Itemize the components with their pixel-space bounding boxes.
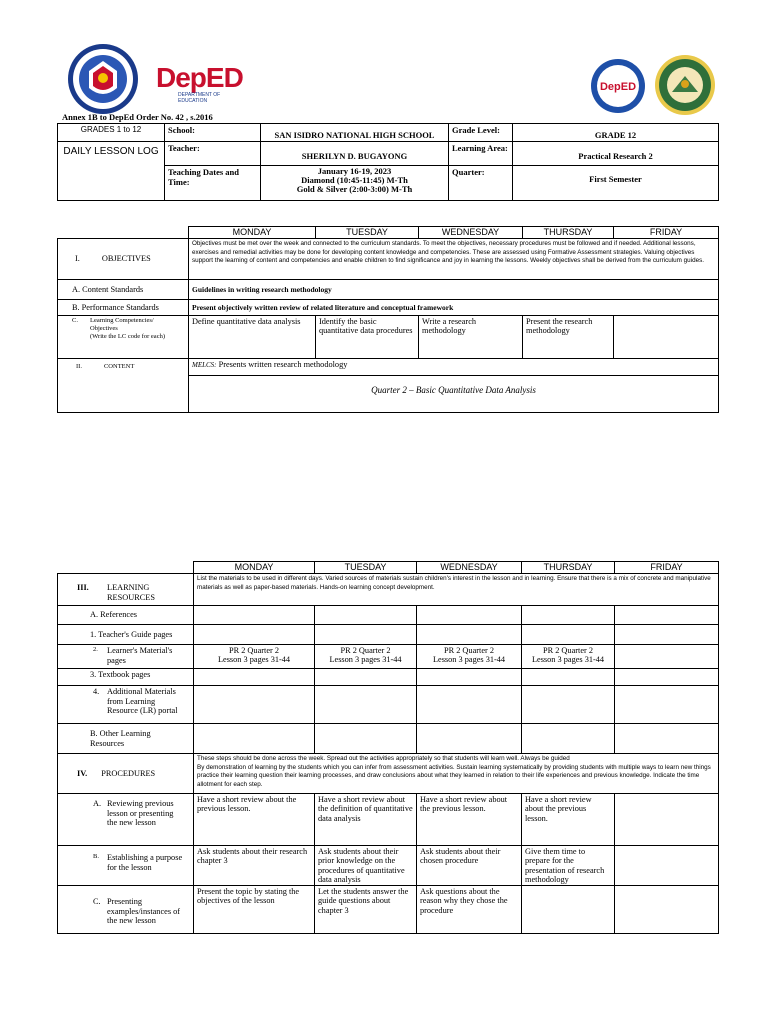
lc-tuesday: Identify the basic quantitative data procedures [316, 316, 419, 359]
procedures-note: These steps should be done across the week. Spread out the activities appropriately so that students will learn well. Always be guided By demonstration of learning by the students which you can infer from assessment activities. Sustain learning systematically by providing students with multiple ways to learn new things practice their learning question their learning processes, and draw conclusions about what they learned in relation to their life experiences and previous knowledge. Indicate the time allotment for each step. [194, 754, 719, 794]
deped-badge-logo [590, 58, 646, 114]
day-header: FRIDAY [615, 562, 719, 574]
annex-reference: Annex 1B to DepEd Order No. 42 , s.2016 [62, 112, 213, 122]
content-standards-value: Guidelines in writing research methodology [189, 280, 719, 300]
other-resources-label: B. Other Learning Resources [58, 724, 194, 754]
lc-friday [614, 316, 719, 359]
objectives-heading: I. OBJECTIVES [58, 239, 189, 280]
school-value: SAN ISIDRO NATIONAL HIGH SCHOOL [261, 124, 449, 142]
objectives-note: Objectives must be met over the week and connected to the curriculum standards. To meet the objectives, necessary procedures must be followed and if needed. Additional lessons, exercises and remedial activities may be done for developing content knowledge and competencies. These are assessed using Formative Assessment strategies. Valuing objectives support the learning of content and competencies and enable children to find significance and joy in learning the lessons. Weekly objectives shall be derived from the curriculum guides. [189, 239, 719, 280]
review-wednesday: Have a short review about the previous lesson. [417, 794, 522, 846]
day-header: MONDAY [189, 227, 316, 239]
learners-material-label: 2. Learner's Material's pages [58, 645, 194, 669]
resources-procedures-table [57, 561, 719, 934]
references-label: A. References [58, 606, 194, 625]
learning-resources-note: List the materials to be used in different days. Varied sources of materials sustain children's interest in the lesson and in learning. Ensure that there is a mix of concrete and manipulative materials as well as paper-based materials. Hands-on learning concept development. [194, 574, 719, 606]
examples-thursday [522, 886, 615, 934]
review-monday: Have a short review about the previous lesson. [194, 794, 315, 846]
quarter-value: First Semester [513, 166, 719, 201]
learning-area-value: Practical Research 2 [513, 142, 719, 166]
performance-standards-value: Present objectively written review of related literature and conceptual framework [189, 300, 719, 316]
teachers-guide-label: 1. Teacher's Guide pages [58, 625, 194, 645]
examples-tuesday: Let the students answer the guide questions about chapter 3 [315, 886, 417, 934]
purpose-wednesday: Ask students about their chosen procedure [417, 846, 522, 886]
objectives-table [57, 226, 719, 413]
division-seal-logo [654, 54, 716, 116]
school-label: School: [165, 124, 261, 142]
presenting-examples-label: C. Presenting examples/instances of the new lesson [58, 886, 194, 934]
lc-wednesday: Write a research methodology [419, 316, 523, 359]
grade-level-label: Grade Level: [449, 124, 513, 142]
learning-competencies-label: C. Learning Competencies/ Objectives (Write the LC code for each) [58, 316, 189, 359]
performance-standards-label: B. Performance Standards [58, 300, 189, 316]
additional-materials-label: 4. Additional Materials from Learning Resource (LR) portal [58, 686, 194, 724]
learning-resources-heading: III. LEARNING RESOURCES [58, 574, 194, 606]
lm-thursday: PR 2 Quarter 2 Lesson 3 pages 31-44 [522, 645, 615, 669]
purpose-thursday: Give them time to prepare for the presentation of research methodology [522, 846, 615, 886]
learning-area-label: Learning Area: [449, 142, 513, 166]
examples-monday: Present the topic by stating the objectives of the lesson [194, 886, 315, 934]
day-header: THURSDAY [523, 227, 614, 239]
lm-wednesday: PR 2 Quarter 2 Lesson 3 pages 31-44 [417, 645, 522, 669]
day-header: FRIDAY [614, 227, 719, 239]
establishing-purpose-label: B. Establishing a purpose for the lesson [58, 846, 194, 886]
content-value: MELCS: Presents written research methodology Quarter 2 – Basic Quantitative Data Analysis [189, 359, 719, 413]
grade-level-value: GRADE 12 [513, 124, 719, 142]
day-header: MONDAY [194, 562, 315, 574]
dll-title: DAILY LESSON LOG [58, 142, 165, 201]
lc-thursday: Present the research methodology [523, 316, 614, 359]
dates-value: January 16-19, 2023 Diamond (10:45-11:45) M-Th Gold & Silver (2:00-3:00) M-Th [261, 166, 449, 201]
textbook-pages-label: 3. Textbook pages [58, 669, 194, 686]
day-header: WEDNESDAY [419, 227, 523, 239]
procedures-heading: IV. PROCEDURES [58, 754, 194, 794]
lc-monday: Define quantitative data analysis [189, 316, 316, 359]
lm-tuesday: PR 2 Quarter 2 Lesson 3 pages 31-44 [315, 645, 417, 669]
header-table [57, 123, 719, 201]
deped-seal-logo [66, 42, 140, 116]
dates-label: Teaching Dates and Time: [165, 166, 261, 201]
content-title: Quarter 2 – Basic Quantitative Data Analysis [371, 385, 536, 395]
day-header: WEDNESDAY [417, 562, 522, 574]
purpose-tuesday: Ask students about their prior knowledge on the procedures of quantitative data analysis [315, 846, 417, 886]
deped-wordmark-logo: DepED DEPARTMENT OF EDUCATION [156, 62, 243, 104]
day-header: THURSDAY [522, 562, 615, 574]
examples-wednesday: Ask questions about the reason why they chose the procedure [417, 886, 522, 934]
purpose-monday: Ask students about their research chapter 3 [194, 846, 315, 886]
lm-monday: PR 2 Quarter 2 Lesson 3 pages 31-44 [194, 645, 315, 669]
content-standards-label: A. Content Standards [58, 280, 189, 300]
content-heading: II. CONTENT [58, 359, 189, 413]
review-thursday: Have a short review about the previous lesson. [522, 794, 615, 846]
teacher-label: Teacher: [165, 142, 261, 166]
svg-text:DepED: DepED [599, 81, 637, 93]
grades-label: GRADES 1 to 12 [58, 124, 165, 142]
teacher-value: SHERILYN D. BUGAYONG [261, 142, 449, 166]
reviewing-lesson-label: A. Reviewing previous lesson or presenting the new lesson [58, 794, 194, 846]
review-tuesday: Have a short review about the definition of quantitative data analysis [315, 794, 417, 846]
day-header: TUESDAY [316, 227, 419, 239]
day-header: TUESDAY [315, 562, 417, 574]
quarter-label: Quarter: [449, 166, 513, 201]
